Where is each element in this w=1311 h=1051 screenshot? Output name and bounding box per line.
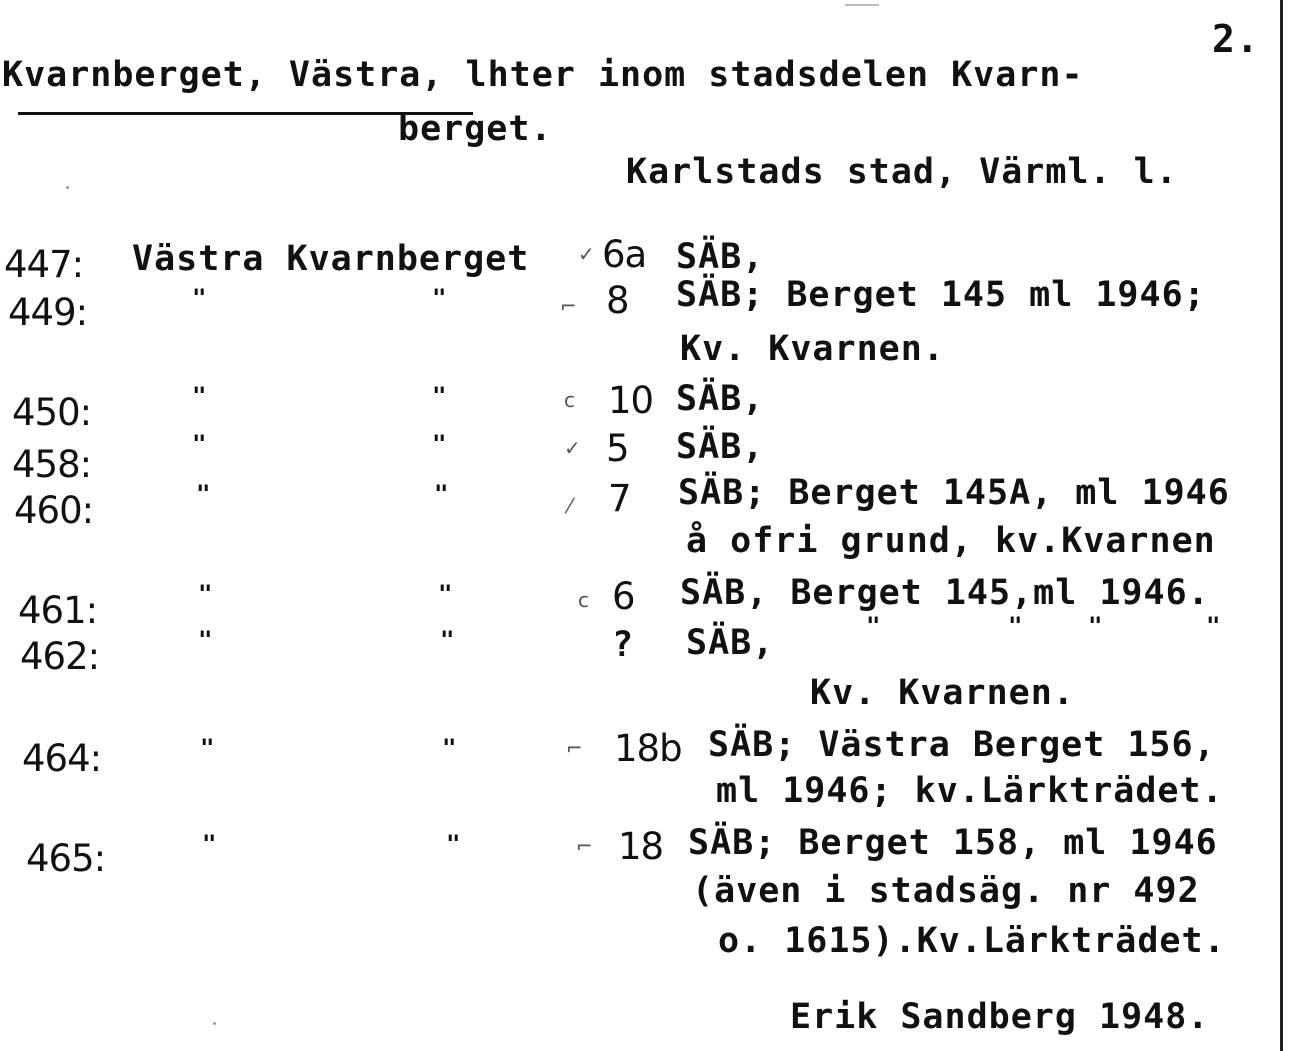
- entry-number: 461:: [18, 589, 98, 632]
- entry-number: 460:: [14, 489, 94, 532]
- entry-line: SÄB,: [676, 237, 765, 277]
- title-place: Kvarnberget, Västra: [2, 55, 422, 95]
- ditto-mark: ": [192, 382, 207, 410]
- signature: Erik Sandberg 1948.: [790, 997, 1210, 1037]
- scan-speck: [66, 186, 69, 189]
- page-number: 2.: [1212, 17, 1260, 61]
- entry-code: 18: [618, 825, 664, 868]
- ditto-mark: ": [1206, 612, 1221, 640]
- entry-place: Västra Kvarnberget: [132, 239, 530, 279]
- entry-line: SÄB; Berget 145 ml 1946;: [676, 275, 1206, 315]
- entry-code: 7: [608, 477, 631, 520]
- ditto-mark: ": [440, 626, 455, 654]
- entry-line: o. 1615).Kv.Lärkträdet.: [718, 921, 1226, 961]
- entry-code: 10: [608, 379, 654, 422]
- check-mark-icon: ⌐: [576, 834, 593, 858]
- entry-line: SÄB; Berget 145A, ml 1946: [678, 473, 1230, 513]
- entry-line: SÄB,: [686, 623, 775, 663]
- entry-line: SÄB, Berget 145,ml 1946.: [680, 573, 1210, 613]
- entry-line: SÄB; Berget 158, ml 1946: [688, 823, 1218, 863]
- check-mark-icon: ✓: [578, 242, 595, 266]
- ditto-mark: ": [434, 480, 449, 508]
- check-mark-icon: ✓: [564, 436, 581, 460]
- ditto-mark: ": [196, 480, 211, 508]
- entry-line: SÄB,: [676, 379, 765, 419]
- ditto-mark: ": [1088, 612, 1103, 640]
- card-edge-rule: [1280, 0, 1283, 1051]
- ditto-mark: ": [200, 734, 215, 762]
- entry-code: ?: [612, 625, 635, 665]
- entry-line: Kv. Kvarnen.: [810, 673, 1075, 713]
- ditto-mark: ": [432, 284, 447, 312]
- entry-number: 462:: [20, 635, 100, 678]
- check-mark-icon: c: [578, 588, 589, 612]
- ditto-mark: ": [442, 734, 457, 762]
- scan-mark: [845, 4, 879, 6]
- ditto-mark: ": [202, 830, 217, 858]
- ditto-mark: ": [866, 612, 881, 640]
- entry-number: 465:: [26, 837, 106, 880]
- entry-number: 458:: [12, 443, 92, 486]
- title-rest: , lhter inom stadsdelen Kvarn-: [421, 55, 1084, 95]
- ditto-mark: ": [1008, 612, 1023, 640]
- entry-code: 8: [606, 279, 629, 322]
- title-continuation: berget.: [398, 109, 553, 149]
- entry-line: SÄB,: [676, 427, 765, 467]
- title-line: [2, 55, 1084, 95]
- entry-code: 5: [606, 427, 629, 470]
- entry-line: (även i stadsäg. nr 492: [692, 871, 1200, 911]
- ditto-mark: ": [446, 830, 461, 858]
- ditto-mark: ": [432, 382, 447, 410]
- entry-code: 6: [612, 575, 635, 618]
- check-mark-icon: c: [564, 388, 575, 412]
- scan-speck: [213, 1022, 216, 1025]
- check-mark-icon: ⁄: [568, 494, 572, 518]
- ditto-mark: ": [192, 430, 207, 458]
- check-mark-icon: ⌐: [560, 294, 577, 318]
- ditto-mark: ": [438, 580, 453, 608]
- entry-number: 450:: [12, 391, 92, 434]
- entry-line: SÄB; Västra Berget 156,: [708, 725, 1216, 765]
- entry-number: 464:: [22, 737, 102, 780]
- ditto-mark: ": [432, 430, 447, 458]
- ditto-mark: ": [198, 626, 213, 654]
- ditto-mark: ": [192, 284, 207, 312]
- entry-line: å ofri grund, kv.Kvarnen: [686, 521, 1216, 561]
- entry-number: 447:: [4, 243, 84, 286]
- parish-line: Karlstads stad, Värml. l.: [626, 152, 1178, 192]
- check-mark-icon: ⌐: [566, 736, 583, 760]
- entry-code: 6a: [602, 233, 647, 276]
- entry-code: 18b: [614, 727, 682, 770]
- entry-line: Kv. Kvarnen.: [680, 329, 945, 369]
- ditto-mark: ": [198, 580, 213, 608]
- entry-line: ml 1946; kv.Lärkträdet.: [716, 771, 1224, 811]
- entry-number: 449:: [8, 291, 88, 334]
